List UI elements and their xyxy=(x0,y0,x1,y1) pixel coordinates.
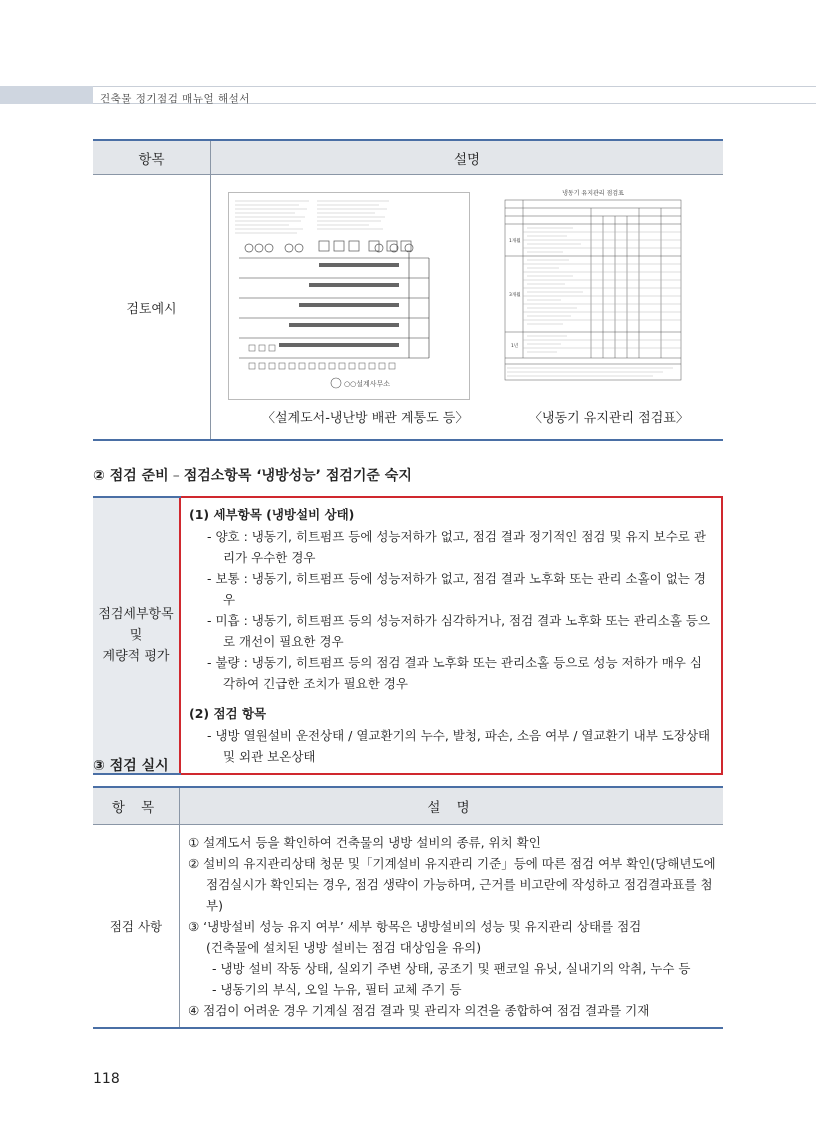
row-label-line: 계량적 평가 xyxy=(102,649,170,664)
row-label-line: 및 xyxy=(129,628,143,643)
section2-separator: – xyxy=(172,468,180,484)
step-4: ④ 점검이 어려운 경우 기계실 점검 결과 및 관리자 의견을 종합하여 점검 결과를 기재 xyxy=(188,1003,650,1018)
blueprint-logo-text: ○○설계사무소 xyxy=(344,380,391,388)
header-rule xyxy=(0,86,816,87)
section2-number: ② xyxy=(93,468,105,484)
criteria-highlight-box xyxy=(180,497,722,774)
col-header-item: 항목 xyxy=(93,140,211,175)
col-header-desc: 설 명 xyxy=(180,787,724,825)
criteria-table xyxy=(93,496,723,775)
figure2-caption: 〈냉동기 유지관리 점검표〉 xyxy=(529,411,689,426)
row-label-review-example: 검토예시 xyxy=(93,175,211,441)
form-group-label: 1년 xyxy=(511,344,519,349)
header-accent-bar xyxy=(0,86,93,104)
step-2: ② 설비의 유지관리상태 청문 및「기계설비 유지관리 기준」등에 따른 점검 여부 확인(당해년도에 xyxy=(188,856,716,871)
step-3-sub-1: - 냉방 설비 작동 상태, 실외기 주변 상태, 공조기 및 팬코일 유닛, 실내기의 악취, 누수 등 xyxy=(212,961,691,976)
criteria-item-bad: - 불량 : 냉동기, 히트펌프 등의 점검 결과 노후화 또는 관리소홀 등으로 성능 저하가 매우 심각하여 긴급한 조치가 필요한 경우 xyxy=(207,655,702,691)
step-3-cont: (건축물에 설치된 냉방 설비는 점검 대상임을 유의) xyxy=(206,940,482,955)
section3-title: ③ 점검 실시 xyxy=(93,758,169,774)
step-2-cont: 점검실시가 확인되는 경우, 점검 생략이 가능하며, 근거를 비고란에 작성하고 점검결과표를 첨부) xyxy=(206,877,713,913)
criteria-item-normal: - 보통 : 냉동기, 히트펌프 등에 성능저하가 없고, 점검 결과 노후화 또는 관리 소홀이 없는 경우 xyxy=(207,571,706,607)
section2-part1: 점검 준비 xyxy=(109,468,169,484)
criteria-item-poor: - 미흡 : 냉동기, 히트펌프 등의 성능저하가 심각하거나, 점검 결과 노후화 또는 관리소홀 등으로 개선이 필요한 경우 xyxy=(207,613,711,649)
figure1-caption: 〈설계도서-냉난방 배관 계통도 등〉 xyxy=(262,411,469,426)
page-number: 118 xyxy=(93,1071,120,1087)
maintenance-checklist-image xyxy=(503,188,683,402)
col-header-item: 항 목 xyxy=(93,787,180,825)
row-label-criteria xyxy=(93,497,180,774)
step-1: ① 설계도서 등을 확인하여 건축물의 냉방 설비의 종류, 위치 확인 xyxy=(188,835,541,850)
figure-cell xyxy=(211,175,724,441)
form-title: 냉동기 유지관리 점검표 xyxy=(562,190,624,197)
check-item: - 냉방 열원설비 운전상태 / 열교환기의 누수, 발청, 파손, 소음 여부 / 열교환기 내부 도장상태 및 외관 보온상태 xyxy=(207,728,711,764)
running-title: 건축물 정기점검 매뉴얼 해설서 xyxy=(100,93,250,105)
review-example-table xyxy=(93,139,723,441)
col-header-desc: 설명 xyxy=(211,140,724,175)
step-3: ③ ‘냉방설비 성능 유지 여부’ 세부 항목은 냉방설비의 성능 및 유지관리 상태를 점검 xyxy=(188,919,642,934)
row-label-inspection: 점검 사항 xyxy=(93,825,180,1029)
criteria-item-good: - 양호 : 냉동기, 히트펌프 등에 성능저하가 없고, 점검 결과 정기적인 점검 및 유지 보수로 관리가 우수한 경우 xyxy=(207,529,706,565)
inspection-table xyxy=(93,786,723,1029)
form-group-label: 3개월 xyxy=(509,293,521,298)
step-3-sub-2: - 냉동기의 부식, 오일 누유, 필터 교체 주기 등 xyxy=(212,982,462,997)
row-label-line: 점검세부항목 xyxy=(98,607,174,622)
piping-diagram-image xyxy=(228,192,470,400)
section2-part2: 점검소항목 ‘냉방성능’ 점검기준 숙지 xyxy=(183,468,412,484)
inspection-steps xyxy=(180,825,724,1029)
subheading-detail-items: (1) 세부항목 (냉방설비 상태) xyxy=(189,507,355,522)
subheading-check-items: (2) 점검 항목 xyxy=(189,706,267,721)
section2-title xyxy=(93,465,412,485)
form-group-label: 1개월 xyxy=(509,239,521,244)
